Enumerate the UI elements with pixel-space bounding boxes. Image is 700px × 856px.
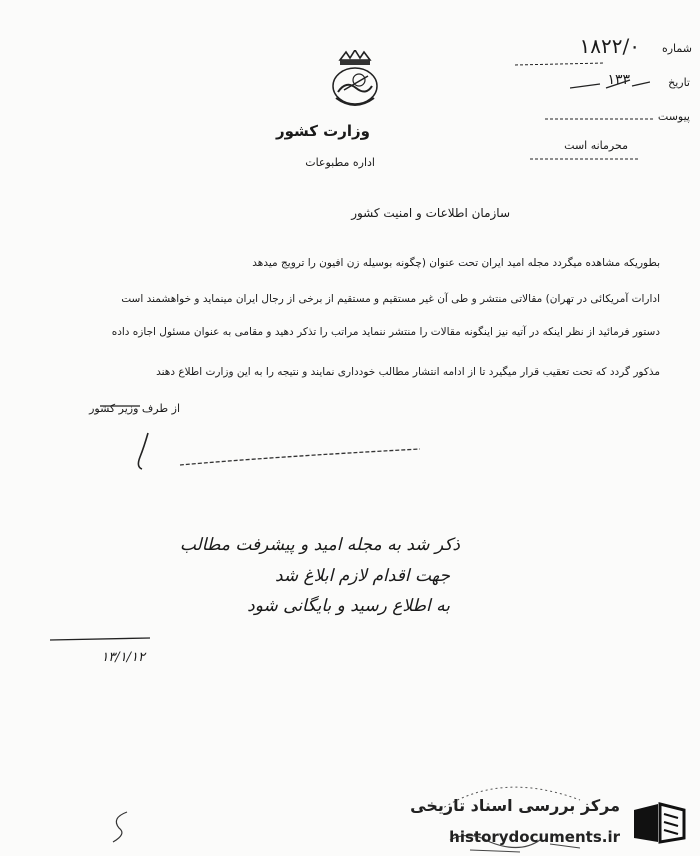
book-logo-icon	[630, 800, 686, 846]
signer-dash	[100, 400, 140, 410]
letter-line-2: ادارات آمریکائی در تهران) مقالاتی منتشر و طی آن غیر مستقیم و مستقیم از برخی از رجال ایران مینماید و خواهشمند است	[121, 293, 660, 305]
date-strike-mark	[570, 76, 650, 92]
handwritten-note-line-2: جهت اقدام لازم ابلاغ شد	[274, 566, 450, 586]
watermark-organization: مرکز بررسی اسناد تاریخی	[410, 796, 620, 815]
recipient-line: سازمان اطلاعات و امنیت کشور	[351, 206, 510, 220]
letter-line-3: دستور فرمائید از نظر اینکه در آتیه نیز اینگونه مقالات را منتشر ننماید مراتب را تذکر دهید و مقامی به عنوان مسئول اجازه داده	[111, 326, 660, 338]
confidential-mark: محرمانه است	[564, 139, 628, 152]
attachment-line	[545, 116, 655, 122]
letter-line-1: بطوریکه مشاهده میگردد مجله امید ایران تحت عنوان (چگونه بوسیله زن افیون را ترویج میدهد	[252, 257, 660, 269]
number-value: ۱۸۲۲/۰	[579, 34, 640, 58]
attachment-label: پیوست	[657, 110, 690, 123]
ministry-title: وزارت کشور	[275, 122, 370, 140]
handwritten-underline	[50, 636, 150, 644]
corner-scribble	[105, 808, 135, 848]
number-underline	[515, 60, 605, 70]
signature-image	[120, 425, 420, 480]
watermark-url: historydocuments.ir	[449, 828, 620, 846]
date-label: تاریخ	[668, 76, 690, 89]
number-label: شماره	[661, 42, 692, 55]
confidential-underline	[530, 156, 640, 162]
letter-line-4: مذکور گردد که تحت تعقیب قرار میگیرد تا از ادامه انتشار مطالب خودداری نمایند و نتیجه را به این وزارت اطلاع دهند	[156, 366, 660, 378]
handwritten-note-line-1: ذکر شد به مجله امید و پیشرفت مطالب	[179, 535, 460, 555]
handwritten-note-line-3: به اطلاع رسید و بایگانی شود	[247, 596, 450, 616]
date-value: ۱۳۳	[607, 72, 630, 88]
signer-line: از طرف وزیر کشور	[89, 402, 180, 415]
handwritten-date: ۱۳/۱/۱۲	[101, 650, 145, 665]
department-name: اداره مطبوعات	[305, 156, 375, 169]
lion-and-sun-emblem-icon	[326, 50, 384, 112]
